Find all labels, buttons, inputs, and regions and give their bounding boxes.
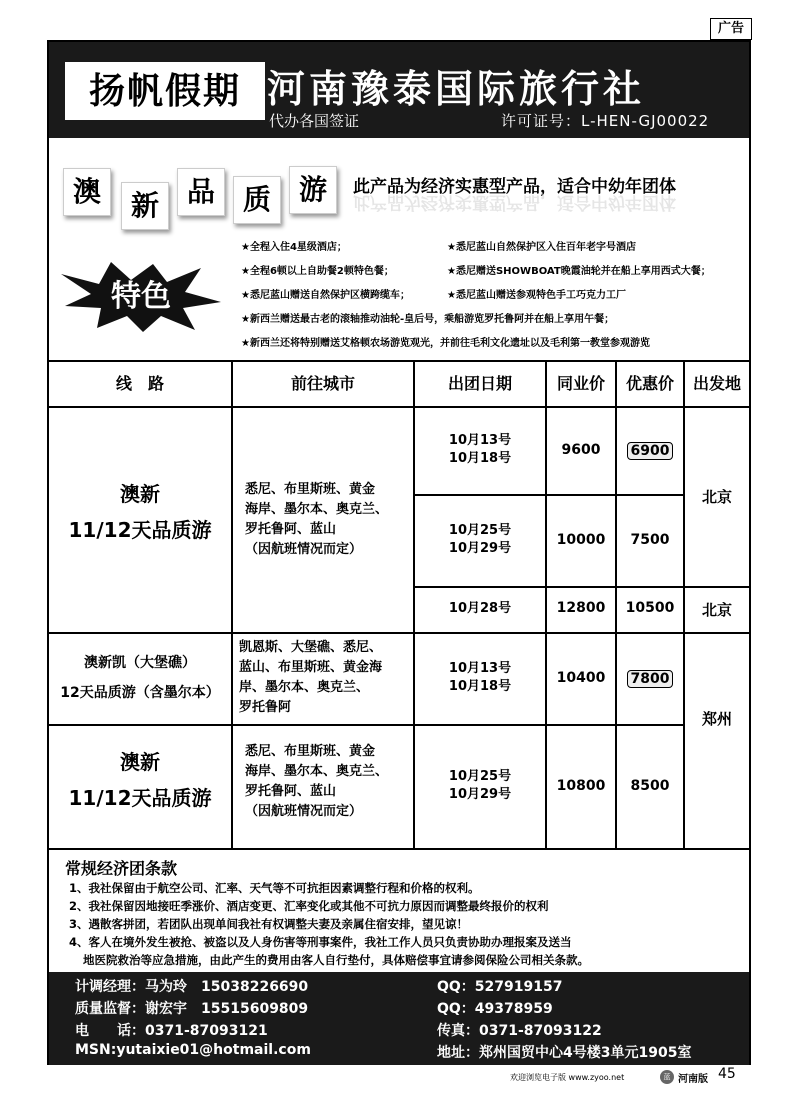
route-line: 12天品质游（含墨尔本）: [60, 685, 220, 701]
term-item: 1、我社保留由于航空公司、汇率、天气等不可抗拒因素调整行程和价格的权利。: [69, 881, 480, 895]
qq-contact: QQ：527919157: [437, 979, 563, 995]
departure-city: 郑州: [701, 710, 732, 728]
feature-item: ★悉尼蓝山赠送参观特色手工巧克力工厂: [447, 290, 626, 301]
title-char: 游: [289, 166, 337, 214]
feature-item: ★新西兰赠送最古老的滚轴推动油轮-皇后号，乘船游览罗托鲁阿并在船上享用午餐；: [241, 314, 615, 325]
city-line: 悉尼、布里斯班、黄金: [245, 744, 376, 759]
city-line: 罗托鲁阿: [239, 700, 292, 715]
promo-price: 10500: [625, 600, 675, 616]
city-line: 凯恩斯、大堡礁、悉尼、: [239, 640, 383, 655]
title-char: 澳: [63, 168, 111, 216]
terms-title: 常规经济团条款: [65, 859, 178, 878]
terms-section: [49, 852, 749, 972]
term-item: 4、客人在境外发生被抢、被盗以及人身伤害等刑事案件，我社工作人员只负责协助办理报案及送当: [69, 935, 572, 949]
trade-price: 9600: [561, 442, 601, 458]
trade-price: 10800: [556, 778, 606, 794]
city-line: 罗托鲁阿、蓝山: [245, 784, 337, 799]
promo-price: [617, 442, 683, 460]
phone-contact: 电 话：0371-87093121: [75, 1023, 268, 1039]
title-char: 品: [177, 168, 225, 216]
header-banner: [49, 42, 749, 138]
route-line: 澳新: [120, 482, 160, 506]
city-line: 悉尼、布里斯班、黄金: [245, 482, 376, 497]
table-divider: [49, 848, 749, 850]
date: 10月13号: [448, 433, 512, 448]
publisher-logo-icon: 蓝: [660, 1070, 674, 1084]
city-line: 罗托鲁阿、蓝山: [245, 522, 337, 537]
city-line: 蓝山、布里斯班、黄金海: [239, 660, 383, 675]
term-item: 2、我社保留因地接旺季涨价、酒店变更、汇率变化或其他不可抗力原因而调整最终报价的权利: [69, 899, 549, 913]
table-divider: [231, 360, 233, 850]
departure-dates: [415, 522, 545, 558]
trade-price: 10400: [556, 670, 606, 686]
table-divider: [413, 494, 683, 496]
departure-city: 北京: [701, 488, 732, 506]
col-trade-price: 同业价: [556, 374, 605, 393]
date: 10月29号: [448, 787, 512, 802]
route-line: 澳新凯（大堡礁）: [84, 655, 196, 671]
route-line: 11/12天品质游: [68, 786, 212, 810]
ad-tag: 广告: [710, 18, 752, 40]
feature-item: ★悉尼蓝山赠送自然保护区横跨缆车；: [241, 290, 410, 301]
qq-contact: QQ：49378959: [437, 1001, 553, 1017]
product-intro: [49, 138, 749, 362]
agency-name: 河南豫泰国际旅行社: [267, 67, 646, 111]
trade-price: 10000: [556, 532, 606, 548]
route-line: 澳新: [120, 750, 160, 774]
contact-bar: [49, 972, 749, 1065]
footer-site: 欢迎浏览电子版 www.zyoo.net: [510, 1073, 625, 1082]
title-char: 质: [233, 176, 281, 224]
route-line: 11/12天品质游: [68, 518, 212, 542]
city-line: 岸、墨尔本、奥克兰、: [239, 680, 370, 695]
promo-price-highlight: 7800: [627, 670, 674, 688]
address: 地址：郑州国贸中心4号楼3单元1905室: [437, 1045, 692, 1061]
special-badge: [61, 262, 221, 332]
supervisor-contact: 质量监督：谢宏宇 15515609809: [75, 1001, 309, 1017]
city-line: （因航班情况而定）: [245, 804, 363, 819]
manager-contact: 计调经理：马为玲 15038226690: [75, 979, 309, 995]
city-list: [245, 480, 409, 560]
promo-price-highlight: 6900: [627, 442, 674, 460]
date: 10月25号: [448, 523, 512, 538]
msn-contact: MSN:yutaixie01@hotmail.com: [75, 1042, 311, 1058]
special-label: 特色: [111, 279, 171, 314]
brand-name: 扬帆假期: [65, 62, 265, 120]
date: 10月28号: [448, 601, 512, 616]
promo-price: [617, 670, 683, 688]
table-divider: [49, 724, 683, 726]
feature-item: ★全程6顿以上自助餐2顿特色餐；: [241, 266, 394, 277]
license-number: 许可证号：L-HEN-GJ00022: [501, 112, 710, 130]
departure-dates: [415, 600, 545, 618]
table-divider: [413, 586, 749, 588]
departure-dates: [415, 432, 545, 468]
footer-edition: 河南版: [678, 1074, 708, 1085]
date: 10月29号: [448, 541, 512, 556]
departure-dates: [415, 660, 545, 696]
table-divider: [49, 406, 749, 408]
col-cities: 前往城市: [290, 374, 355, 393]
departure-dates: [415, 768, 545, 804]
trade-price: 12800: [556, 600, 606, 616]
city-line: 海岸、墨尔本、奥克兰、: [245, 764, 389, 779]
col-dates: 出团日期: [447, 374, 512, 393]
date: 10月18号: [448, 679, 512, 694]
page-number: 45: [718, 1066, 736, 1082]
feature-item: ★悉尼赠送SHOWBOAT晚霞油轮并在船上享用西式大餐；: [447, 266, 711, 277]
route-name: [49, 476, 231, 548]
feature-item: ★全程入住4星级酒店；: [241, 242, 347, 253]
route-name: [49, 648, 231, 708]
table-divider: [49, 632, 749, 634]
feature-item: ★新西兰还将特别赠送艾格顿农场游览观光，并前往毛利文化遗址以及毛利第一教堂参观游览: [241, 338, 650, 349]
col-promo-price: 优惠价: [625, 374, 674, 393]
city-line: 海岸、墨尔本、奥克兰、: [245, 502, 389, 517]
date: 10月18号: [448, 451, 512, 466]
departure-city: 北京: [701, 601, 732, 619]
city-line: （因航班情况而定）: [245, 542, 363, 557]
fax-contact: 传真：0371-87093122: [437, 1023, 602, 1039]
tagline-reflection: 此产品为经济实惠型产品，适合中幼年团体: [353, 192, 676, 212]
feature-item: ★悉尼蓝山自然保护区入住百年老字号酒店: [447, 242, 636, 253]
city-list: [239, 638, 411, 718]
term-item: 3、遇散客拼团，若团队出现单间我社有权调整夫妻及亲属住宿安排，望见谅！: [69, 917, 468, 931]
promo-price: 8500: [630, 778, 670, 794]
product-tagline: 此产品为经济实惠型产品，适合中幼年团体: [353, 177, 676, 197]
ad-frame: [47, 40, 751, 1065]
date: 10月13号: [448, 661, 512, 676]
col-departure: 出发地: [692, 374, 741, 393]
visa-service: 代办各国签证: [269, 112, 360, 130]
promo-price: 7500: [630, 532, 670, 548]
date: 10月25号: [448, 769, 512, 784]
route-name: [49, 744, 231, 816]
title-char: 新: [121, 182, 169, 230]
city-list: [245, 742, 409, 822]
term-item: 地医院救治等应急措施，由此产生的费用由客人自行垫付，具体赔偿事宜请参阅保险公司相关条款。: [83, 953, 589, 967]
col-route: 线 路: [115, 374, 164, 393]
